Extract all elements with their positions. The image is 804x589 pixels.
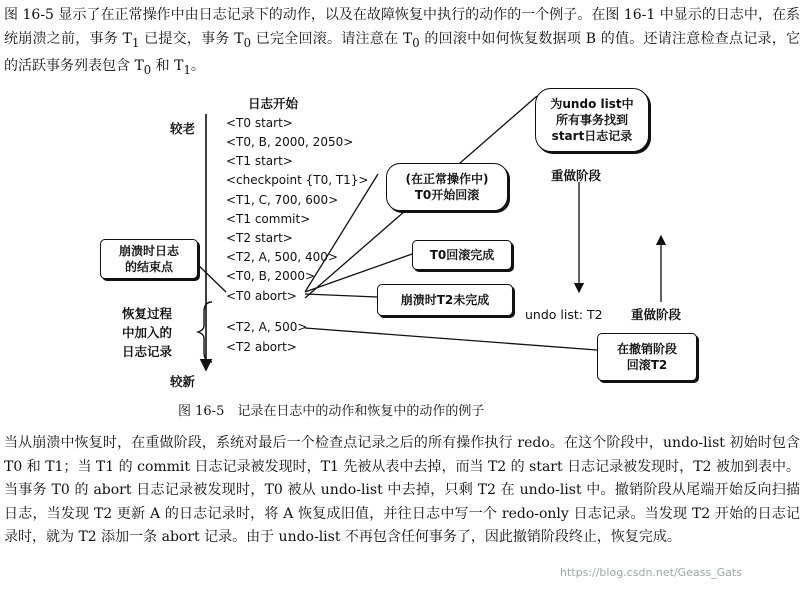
rollback-complete-box: T0回滚完成 [412, 240, 512, 270]
watermark: https://blog.csdn.net/Geass_Gats [560, 566, 742, 579]
older-label: 较老 [170, 121, 196, 136]
undo-rollback-box: 在撤销阶段 回滚T2 [597, 333, 697, 381]
log-record: <T1, C, 700, 600> [226, 193, 339, 207]
crash-log-end-box: 崩溃时日志 的结束点 [100, 239, 198, 279]
undo-list-label: undo list: T2 [525, 307, 603, 322]
log-record: <checkpoint {T0, T1}> [226, 173, 369, 187]
redo-phase-label-top: 重做阶段 [551, 168, 602, 183]
log-start-title: 日志开始 [248, 96, 299, 111]
log-record: <T2 start> [226, 231, 293, 245]
figure-caption: 图 16-5 记录在日志中的动作和恢复中的动作的例子 [178, 404, 485, 419]
crash-incomplete-box: 崩溃时T2未完成 [377, 284, 513, 316]
log-record: <T2 abort> [226, 340, 297, 354]
redo-phase-label-bottom: 重做阶段 [631, 307, 682, 322]
log-record: <T1 commit> [226, 212, 311, 226]
body-paragraph: 当从崩溃中恢复时，在重做阶段，系统对最后一个检查点记录之后的所有操作执行 redo。在这个阶段中，undo-list 初始时包含 T0 和 T1；当 T1 的 commit 日志记录被发现时，T1 先被从表中去掉，而当 T2 的 start 日志记录被发现时，T2 被加到表中。当事务 T0 的 abort 日志记录被发现时，T0 被从 undo-list 中去掉，只剩 T2 在 undo-list 中。撤销阶段从尾端开始反向扫描日志，当发现 T2 更新 A 的日志记录时，将 A 恢复成旧值，并往日志中写一个 redo-only 日志记录。当发现 T2 开始的日志记录时，就为 T2 添加一条 abort 记录。由于 undo-list 不再包含任何事务了，因此撤销阶段终止，恢复完成。 [4, 435, 800, 545]
newer-label: 较新 [170, 374, 196, 389]
log-record: <T2, A, 500, 400> [226, 250, 338, 264]
intro-paragraph: 图 16-5 显示了在正常操作中由日志记录下的动作，以及在故障恢复中执行的动作的一个例子。在图 16-1 中显示的日志中，在系统崩溃之前，事务 $T_1$ 已提交，事务 $T_0$ 已完全回滚。请注意在 $T_0$ 的回滚中如何恢复数据项 B 的值。还请注意检查点记录，它的活跃事务列表包含 $T_0$ 和 $T_1$。 [4, 7, 800, 77]
log-record: <T0, B, 2000> [226, 269, 316, 283]
log-record: <T0 start> [226, 116, 293, 130]
log-record: <T2, A, 500> [226, 320, 308, 334]
log-record: <T1 start> [226, 154, 293, 168]
undo-list-start-box: 为undo list中 所有事务找到 start日志记录 [535, 88, 649, 152]
log-record: <T0 abort> [226, 289, 297, 303]
recovery-added-records-label: 恢复过程 中加入的 日志记录 [122, 306, 173, 359]
normal-rollback-box: (在正常操作中) T0开始回滚 [386, 163, 508, 211]
log-record: <T0, B, 2000, 2050> [226, 135, 354, 149]
